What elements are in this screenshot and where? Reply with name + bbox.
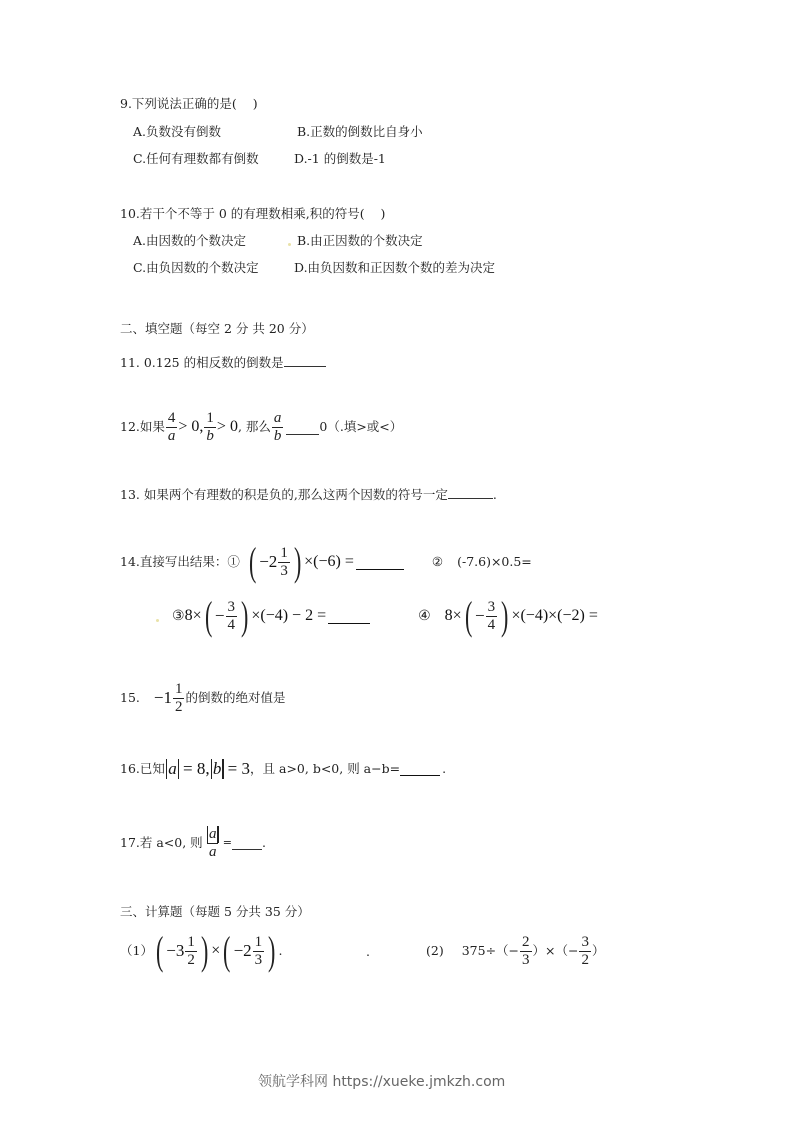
question-13-text: 13. 如果两个有理数的积是负的,那么这两个因数的符号一定 xyxy=(120,487,448,502)
question-9-option-d: D.-1 的倒数是-1 xyxy=(294,151,386,166)
question-11-text: 11. 0.125 的相反数的倒数是 xyxy=(120,355,284,370)
question-13: 13. 如果两个有理数的积是负的,那么这两个因数的符号一定 . xyxy=(120,487,497,502)
left-paren: ( xyxy=(155,928,164,973)
answer-blank-14-1[interactable] xyxy=(356,555,404,570)
answer-blank-11[interactable] xyxy=(284,354,326,367)
left-paren: ( xyxy=(464,593,473,638)
left-paren: ( xyxy=(204,593,212,638)
question-10-option-b: B.由正因数的个数决定 xyxy=(297,233,423,248)
fraction-4-over-a: $\frac{4}{a}$ xyxy=(167,409,176,444)
question-10-option-d: D.由负因数和正因数个数的差为决定 xyxy=(294,260,496,275)
stray-dot: . xyxy=(366,944,370,959)
fraction-3-over-4: $\frac{3}{4}$ xyxy=(227,598,236,633)
fraction-1-over-b: $\frac{1}{b}$ xyxy=(206,409,214,444)
question-14-row-2: ③ 8× ( − $\frac{3}{4}$ ) ×(−4) − 2 = ④ 8× ( − $\frac{3}{4}$ ) ×(−4)×(−2) = xyxy=(172,593,598,638)
question-12: 12.如果 $\frac{4}{a}$ > 0, $\frac{1}{b}$ > 0 , 那么 $\frac{a}{b}$ 0（.填>或<） xyxy=(120,409,403,444)
answer-blank-17[interactable] xyxy=(232,837,262,850)
question-10-stem: 10.若干个不等于 0 的有理数相乘,积的符号( ) xyxy=(120,206,386,221)
answer-blank-13[interactable] xyxy=(448,486,493,499)
abs-bar xyxy=(222,759,223,779)
answer-blank-16[interactable] xyxy=(400,762,440,776)
question-12-prefix: 12.如果 xyxy=(120,419,165,434)
section-3-title: 三、计算题（每题 5 分共 35 分） xyxy=(120,904,310,919)
calc-question-2: (2) 375÷（− $\frac{2}{3}$ ）×（− $\frac{3}{2}$ ） xyxy=(426,933,605,968)
abs-bar xyxy=(211,759,212,779)
stray-mark xyxy=(156,619,159,622)
fraction-1-over-2: $\frac{1}{2}$ xyxy=(187,933,195,968)
calc-question-1: （1） ( −3 $\frac{1}{2}$ ) × ( −2 $\frac{1}{3}$ ) . xyxy=(120,928,283,973)
question-9-option-b: B.正数的倒数比自身小 xyxy=(297,124,423,139)
answer-blank-14-3[interactable] xyxy=(328,609,370,624)
question-14-prefix: 14.直接写出结果：① xyxy=(120,554,240,569)
question-9-option-a: A.负数没有倒数 xyxy=(133,124,222,139)
abs-bar xyxy=(217,826,218,843)
question-11 xyxy=(120,354,326,371)
fraction-3-over-4: $\frac{3}{4}$ xyxy=(487,598,496,633)
question-17: 17.若 a<0, 则 $\frac{a}{a}$ = . xyxy=(120,825,266,860)
fraction-1-over-3: $\frac{1}{3}$ xyxy=(280,544,288,579)
question-10-option-c: C.由负因数的个数决定 xyxy=(133,260,259,275)
fraction-abs-a-over-a: $\frac{a}{a}$ xyxy=(204,826,222,861)
right-paren: ) xyxy=(200,928,209,973)
footer-watermark: 领航学科网 https://xueke.jmkzh.com xyxy=(258,1074,506,1090)
fraction-2-over-3: $\frac{2}{3}$ xyxy=(522,933,530,968)
question-15: 15. −1 $\frac{1}{2}$ 的倒数的绝对值是 xyxy=(120,680,286,715)
question-14-expr-2: (-7.6)×0.5= xyxy=(457,554,532,569)
right-paren: ) xyxy=(268,928,276,973)
abs-bar xyxy=(178,759,179,779)
question-10-option-a: A.由因数的个数决定 xyxy=(133,233,247,248)
fraction-a-over-b: $\frac{a}{b}$ xyxy=(273,409,282,444)
stray-mark xyxy=(288,243,291,246)
answer-blank-12[interactable] xyxy=(286,420,319,435)
left-paren: ( xyxy=(248,539,257,584)
abs-bar xyxy=(207,826,208,843)
right-paren: ) xyxy=(293,539,302,584)
abs-bar xyxy=(166,759,167,779)
fraction-3-over-2: $\frac{3}{2}$ xyxy=(581,933,589,968)
fraction-1-over-2: $\frac{1}{2}$ xyxy=(174,680,183,715)
fraction-1-over-3: $\frac{1}{3}$ xyxy=(254,933,263,968)
section-2-title: 二、填空题（每空 2 分 共 20 分） xyxy=(120,321,314,336)
right-paren: ) xyxy=(501,593,509,638)
right-paren: ) xyxy=(241,593,249,638)
question-14-row-1: 14.直接写出结果：① ( −2 $\frac{1}{3}$ ) ×(−6) = ② (-7.6)×0.5= xyxy=(120,539,532,584)
question-9-stem: 9.下列说法正确的是( ) xyxy=(120,96,258,111)
question-16: 16.已知 a = 8, b = 3 ，且 a>0, b<0, 则 a−b= . xyxy=(120,759,447,778)
question-9-option-c: C.任何有理数都有倒数 xyxy=(133,151,259,166)
left-paren: ( xyxy=(223,928,231,973)
